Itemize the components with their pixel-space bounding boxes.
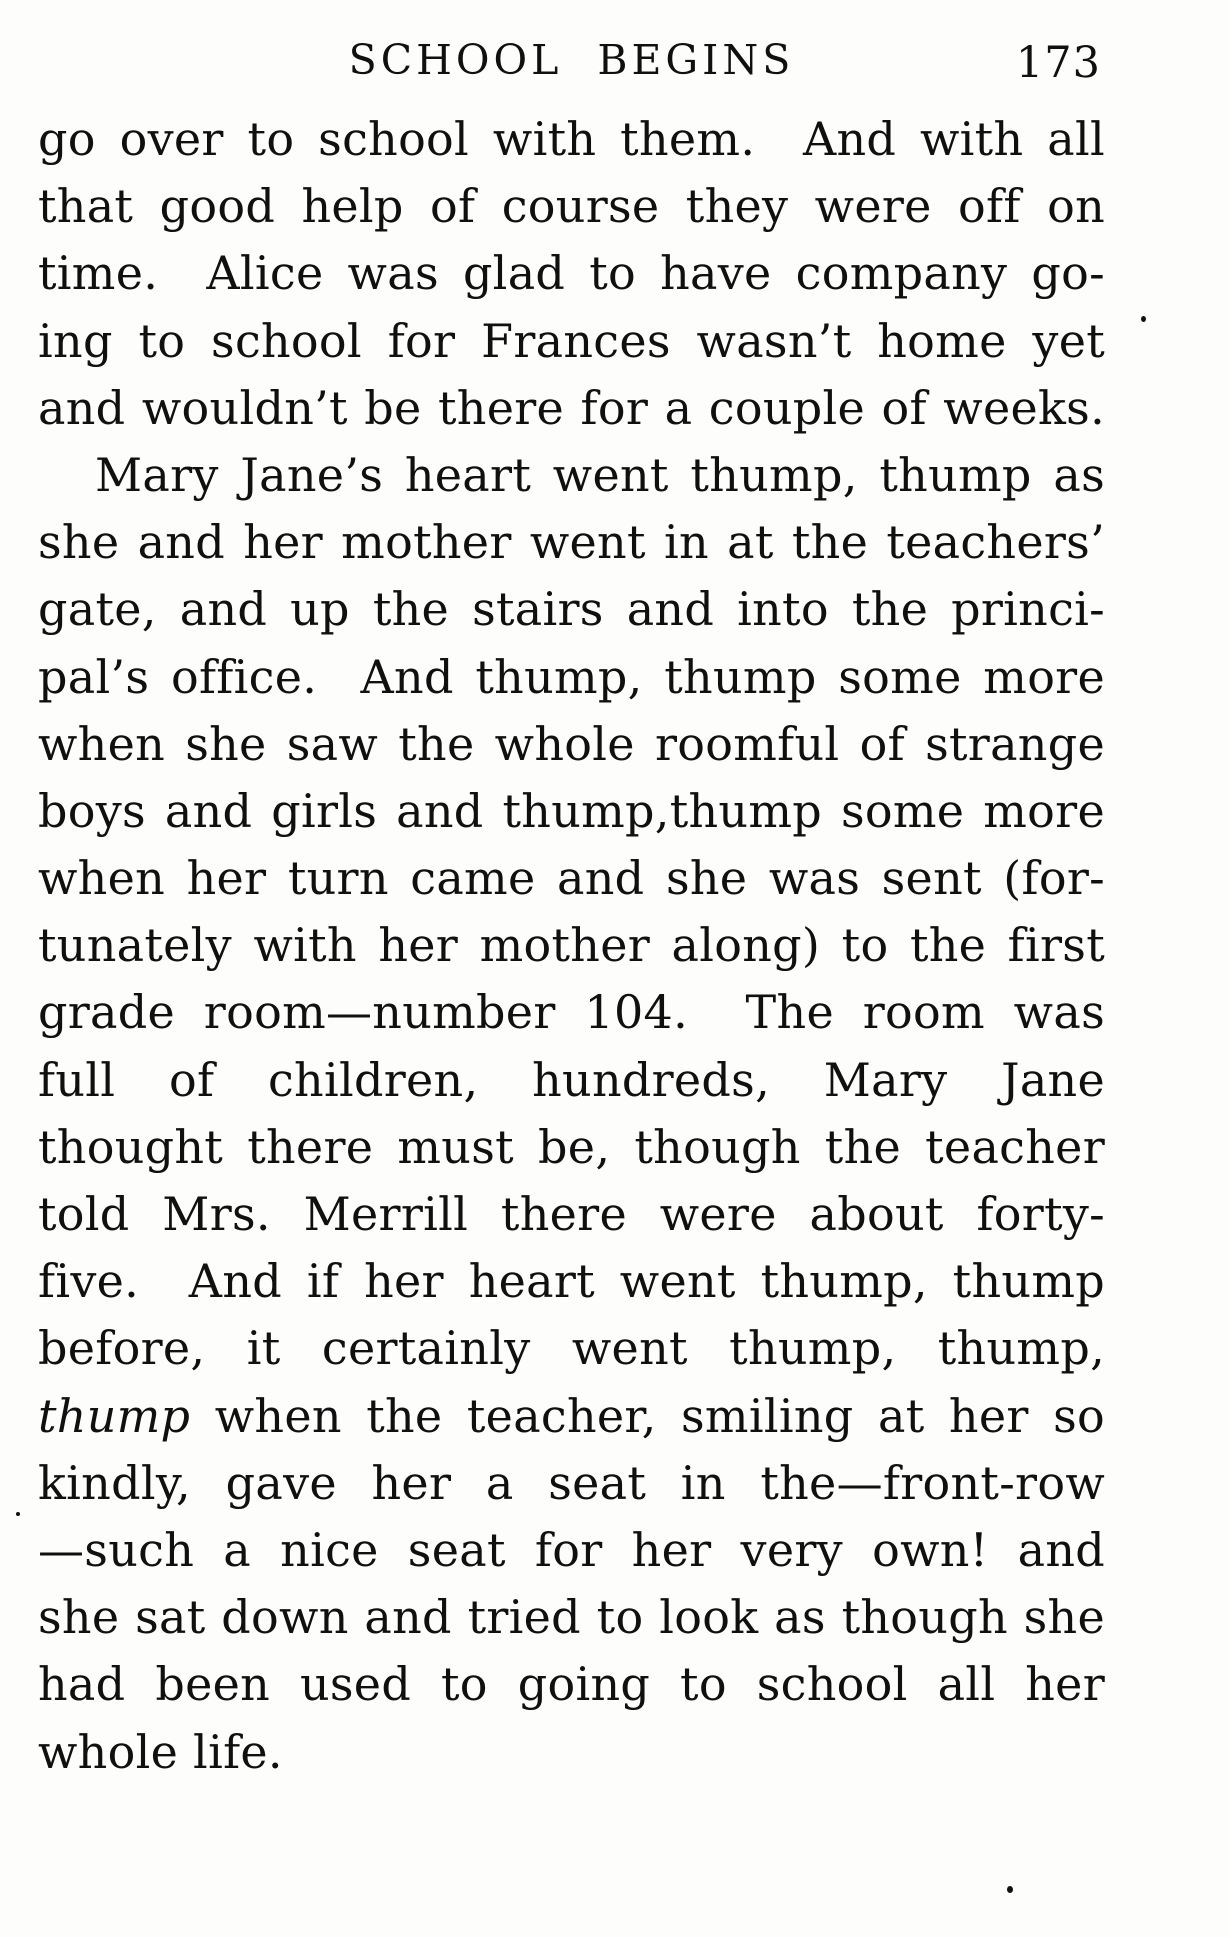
text-line	[38, 442, 1105, 509]
text-line	[38, 1584, 1105, 1651]
text-line	[38, 1248, 1105, 1315]
text-segment: told Mrs. Merrill there were about forty-	[38, 1187, 1105, 1241]
text-line	[38, 1114, 1105, 1181]
running-header	[38, 36, 1105, 96]
text-line	[38, 845, 1105, 912]
text-segment: when her turn came and she was sent (for-	[38, 851, 1105, 906]
text-segment: she sat down and tried to look as though she	[38, 1590, 1105, 1645]
text-line	[38, 375, 1105, 442]
text-segment: five. And if her heart went thump, thump	[38, 1254, 1105, 1309]
text-line	[38, 1450, 1105, 1517]
text-line	[38, 106, 1105, 173]
text-line	[38, 1181, 1105, 1248]
text-segment: kindly, gave her a seat in the—front-row	[38, 1455, 1105, 1510]
scan-speck	[1141, 316, 1146, 322]
text-segment: that good help of course they were off on	[38, 179, 1105, 234]
italic-text-segment: thump	[38, 1388, 191, 1443]
scan-speck	[1007, 1886, 1013, 1893]
text-line	[38, 644, 1105, 711]
text-line	[38, 1517, 1105, 1584]
text-line	[38, 576, 1105, 643]
text-line	[38, 1651, 1105, 1718]
text-segment: Mary Jane’s heart went thump, thump as	[95, 447, 1105, 502]
page-number: 173	[1015, 38, 1101, 88]
text-line	[38, 308, 1105, 375]
text-segment: grade room—number 104. The room was	[38, 985, 1105, 1040]
text-segment: gate, and up the stairs and into the princi-	[38, 582, 1105, 637]
text-segment: boys and girls and thump,thump some more	[38, 783, 1105, 838]
text-segment: had been used to going to school all her	[38, 1657, 1105, 1712]
text-line	[38, 1047, 1105, 1114]
text-line	[38, 778, 1105, 845]
text-segment: pal’s office. And thump, thump some more	[38, 649, 1105, 704]
text-segment: go over to school with them. And with all	[38, 112, 1105, 166]
text-line	[38, 1315, 1105, 1382]
text-segment: time. Alice was glad to have company go-	[38, 246, 1105, 301]
text-line	[38, 1383, 1105, 1450]
text-segment: —such a nice seat for her very own! and	[38, 1522, 1105, 1577]
text-segment: ing to school for Frances wasn’t home yet	[38, 313, 1105, 368]
text-line	[38, 711, 1105, 778]
text-segment: and wouldn’t be there for a couple of weeks.	[38, 380, 1105, 435]
text-line	[38, 1719, 1105, 1786]
scan-speck	[16, 1512, 20, 1516]
text-segment: she and her mother went in at the teachers’	[38, 515, 1105, 570]
text-segment: before, it certainly went thump, thump,	[38, 1321, 1105, 1376]
text-segment: whole life.	[38, 1724, 283, 1779]
text-line	[38, 509, 1105, 576]
page-title: SCHOOL BEGINS	[348, 36, 795, 84]
text-line	[38, 173, 1105, 240]
text-line	[38, 240, 1105, 307]
text-segment: tunately with her mother along) to the first	[38, 918, 1105, 973]
text-segment: when she saw the whole roomful of strange	[38, 716, 1105, 771]
text-segment: when the teacher, smiling at her so	[190, 1388, 1105, 1443]
text-block	[38, 106, 1105, 1786]
text-line	[38, 979, 1105, 1046]
text-segment: thought there must be, though the teacher	[38, 1119, 1105, 1174]
text-segment: full of children, hundreds, Mary Jane	[38, 1052, 1105, 1107]
text-line	[38, 912, 1105, 979]
